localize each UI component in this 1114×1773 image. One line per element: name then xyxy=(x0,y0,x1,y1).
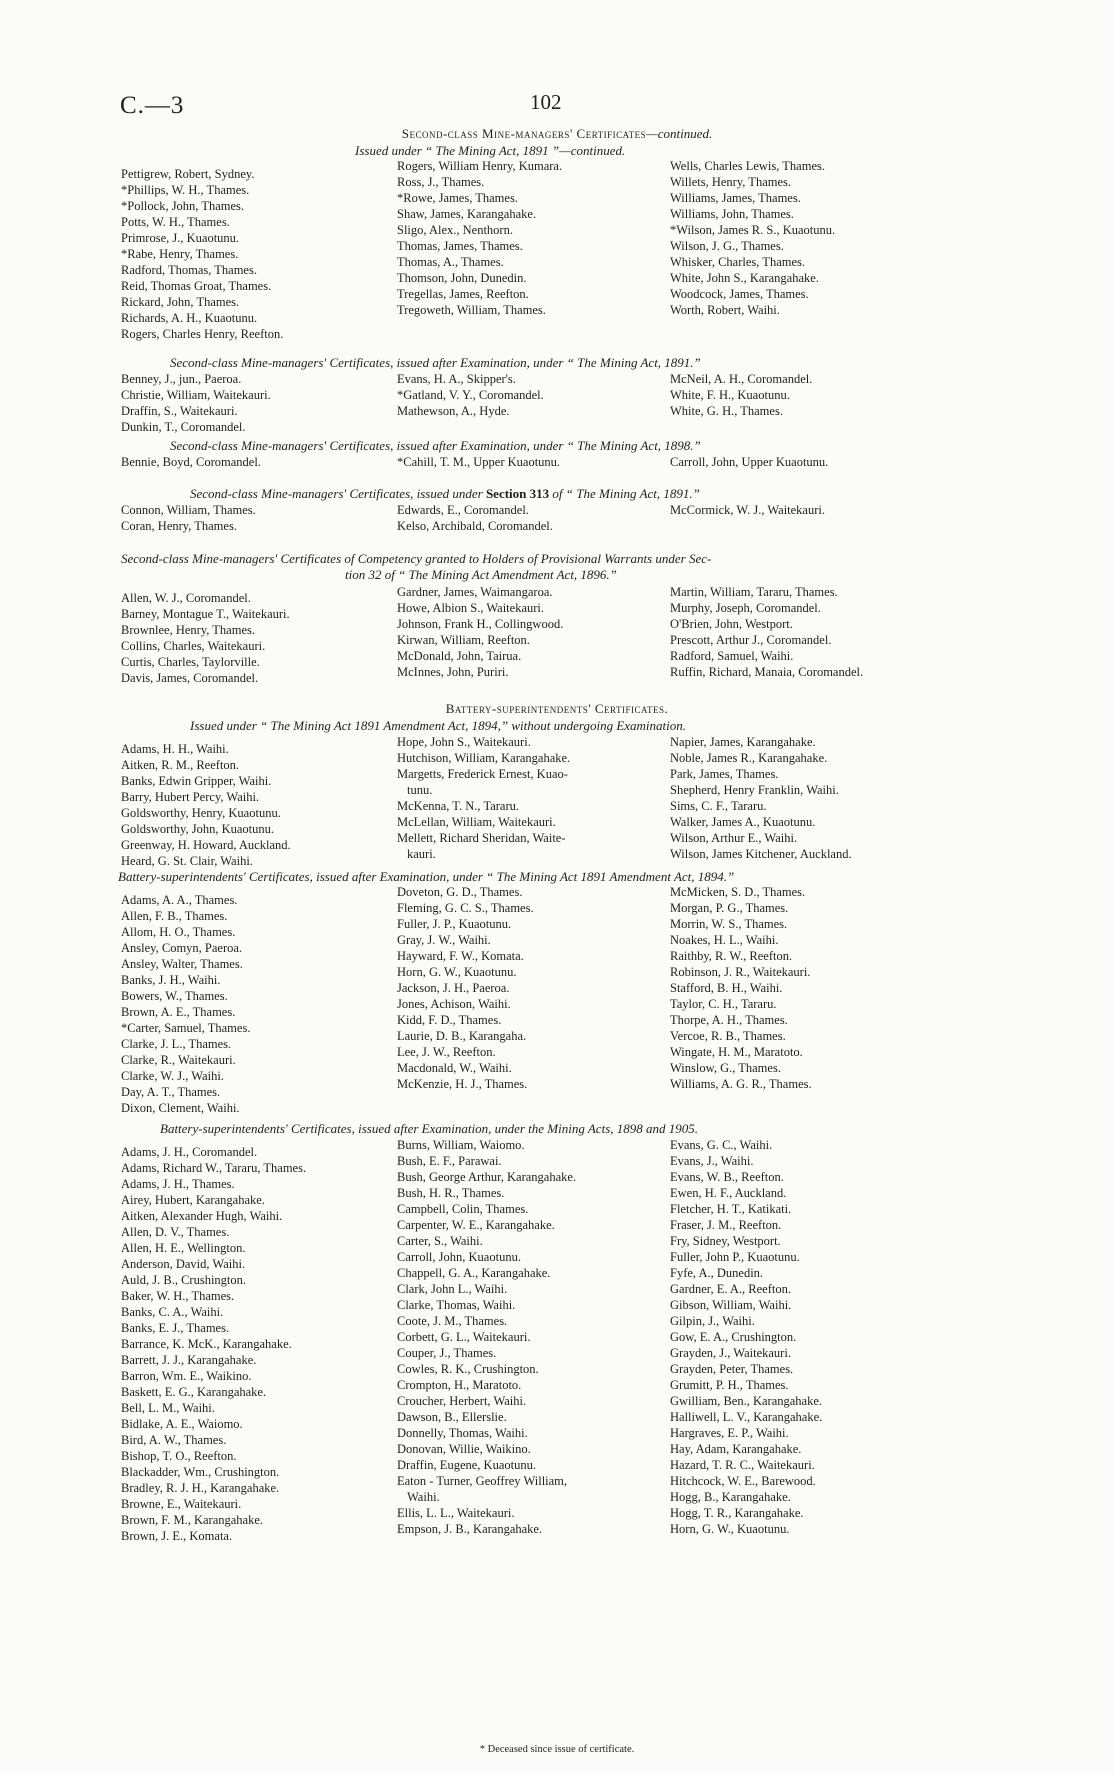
list-item: Rickard, John, Thames. xyxy=(121,295,240,309)
list-item: Tregoweth, William, Thames. xyxy=(397,303,546,317)
list-item: McCormick, W. J., Waitekauri. xyxy=(670,503,825,517)
list-item: Fyfe, A., Dunedin. xyxy=(670,1266,764,1280)
list-item: Lee, J. W., Reefton. xyxy=(397,1045,496,1059)
list-item: Horn, G. W., Kuaotunu. xyxy=(397,965,517,979)
list-column-3 xyxy=(670,502,825,518)
list-item: Fletcher, H. T., Katikati. xyxy=(670,1202,792,1216)
list-item: Auld, J. B., Crushington. xyxy=(121,1273,247,1287)
list-item: Croucher, Herbert, Waihi. xyxy=(397,1394,527,1408)
list-item: Ewen, H. F., Auckland. xyxy=(670,1186,787,1200)
list-item: Corbett, G. L., Waitekauri. xyxy=(397,1330,531,1344)
list-item: Carter, S., Waihi. xyxy=(397,1234,483,1248)
list-item: Hogg, B., Karangahake. xyxy=(670,1490,791,1504)
list-item: Doveton, G. D., Thames. xyxy=(397,885,523,899)
list-item: Day, A. T., Thames. xyxy=(121,1085,221,1099)
list-item: Williams, James, Thames. xyxy=(670,191,801,205)
list-column-2 xyxy=(397,158,562,318)
section-title: Battery-superintendents' Certificates. xyxy=(445,701,669,716)
list-item: Heard, G. St. Clair, Waihi. xyxy=(121,854,253,868)
list-item: *Cahill, T. M., Upper Kuaotunu. xyxy=(397,455,561,469)
list-item: Browne, E., Waitekauri. xyxy=(121,1497,242,1511)
list-item: Coote, J. M., Thames. xyxy=(397,1314,508,1328)
list-item: Adams, H. H., Waihi. xyxy=(121,742,229,756)
list-item: Macdonald, W., Waihi. xyxy=(397,1061,512,1075)
list-item: Martin, William, Tararu, Thames. xyxy=(670,585,838,599)
list-item: Park, James, Thames. xyxy=(670,767,779,781)
list-item: *Carter, Samuel, Thames. xyxy=(121,1021,251,1035)
list-item: Ansley, Walter, Thames. xyxy=(121,957,243,971)
list-item: Dixon, Clement, Waihi. xyxy=(121,1101,240,1115)
list-item: Coran, Henry, Thames. xyxy=(121,519,237,533)
list-item: Allen, D. V., Thames. xyxy=(121,1225,230,1239)
list-item: Thorpe, A. H., Thames. xyxy=(670,1013,788,1027)
list-column-2 xyxy=(397,884,534,1092)
list-item: Stafford, B. H., Waihi. xyxy=(670,981,783,995)
list-item: Campbell, Colin, Thames. xyxy=(397,1202,529,1216)
list-item: Gardner, James, Waimangaroa. xyxy=(397,585,553,599)
list-item: Prescott, Arthur J., Coromandel. xyxy=(670,633,832,647)
list-item: Banks, J. H., Waihi. xyxy=(121,973,221,987)
list-item: Grayden, J., Waitekauri. xyxy=(670,1346,791,1360)
list-item: McLellan, William, Waitekauri. xyxy=(397,815,556,829)
list-item: Barney, Montague T., Waitekauri. xyxy=(121,607,290,621)
list-item: Allen, F. B., Thames. xyxy=(121,909,228,923)
list-item: Banks, C. A., Waihi. xyxy=(121,1305,224,1319)
list-item: Hogg, T. R., Karangahake. xyxy=(670,1506,804,1520)
list-item: *Gatland, V. Y., Coromandel. xyxy=(397,388,544,402)
list-item: Hitchcock, W. E., Barewood. xyxy=(670,1474,816,1488)
list-item: Gilpin, J., Waihi. xyxy=(670,1314,755,1328)
list-item: Collins, Charles, Waitekauri. xyxy=(121,639,266,653)
list-item: Goldsworthy, John, Kuaotunu. xyxy=(121,822,275,836)
list-item: Tregellas, James, Reefton. xyxy=(397,287,529,301)
list-item: Horn, G. W., Kuaotunu. xyxy=(670,1522,790,1536)
list-item: Hargraves, E. P., Waihi. xyxy=(670,1426,789,1440)
list-item: Hope, John S., Waitekauri. xyxy=(397,735,531,749)
list-item: Gwilliam, Ben., Karangahake. xyxy=(670,1394,823,1408)
list-item: Willets, Henry, Thames. xyxy=(670,175,791,189)
list-column-1 xyxy=(121,892,250,1116)
list-item: Christie, William, Waitekauri. xyxy=(121,388,271,402)
list-item: McMicken, S. D., Thames. xyxy=(670,885,806,899)
list-item: Aitken, Alexander Hugh, Waihi. xyxy=(121,1209,283,1223)
list-item: Halliwell, L. V., Karangahake. xyxy=(670,1410,823,1424)
list-item: Raithby, R. W., Reefton. xyxy=(670,949,793,963)
list-item: Burns, William, Waiomo. xyxy=(397,1138,525,1152)
list-item: Reid, Thomas Groat, Thames. xyxy=(121,279,272,293)
list-item: Barry, Hubert Percy, Waihi. xyxy=(121,790,260,804)
list-item: Richards, A. H., Kuaotunu. xyxy=(121,311,258,325)
list-item: Taylor, C. H., Tararu. xyxy=(670,997,777,1011)
list-item: Grayden, Peter, Thames. xyxy=(670,1362,794,1376)
list-item: Bird, A. W., Thames. xyxy=(121,1433,227,1447)
list-item: Robinson, J. R., Waitekauri. xyxy=(670,965,811,979)
list-item: Hazard, T. R. C., Waitekauri. xyxy=(670,1458,815,1472)
list-column-1 xyxy=(121,371,271,435)
list-item: Whisker, Charles, Thames. xyxy=(670,255,805,269)
list-column-2 xyxy=(397,454,560,470)
list-item: Brownlee, Henry, Thames. xyxy=(121,623,255,637)
list-item: Walker, James A., Kuaotunu. xyxy=(670,815,816,829)
list-item: kauri. xyxy=(407,847,436,861)
list-item: Benney, J., jun., Paeroa. xyxy=(121,372,242,386)
list-column-3 xyxy=(670,734,852,862)
list-column-1 xyxy=(121,590,290,686)
list-item: Shaw, James, Karangahake. xyxy=(397,207,537,221)
list-item: Noakes, H. L., Waihi. xyxy=(670,933,779,947)
list-item: Murphy, Joseph, Coromandel. xyxy=(670,601,821,615)
list-item: Radford, Samuel, Waihi. xyxy=(670,649,794,663)
list-item: Adams, A. A., Thames. xyxy=(121,893,238,907)
list-item: McInnes, John, Puriri. xyxy=(397,665,509,679)
list-item: Adams, Richard W., Tararu, Thames. xyxy=(121,1161,307,1175)
list-item: Fuller, J. P., Kuaotunu. xyxy=(397,917,512,931)
list-column-2 xyxy=(397,584,563,680)
list-item: Hutchison, William, Karangahake. xyxy=(397,751,571,765)
list-item: Gardner, E. A., Reefton. xyxy=(670,1282,791,1296)
list-item: Laurie, D. B., Karangaha. xyxy=(397,1029,527,1043)
page-number: 102 xyxy=(530,90,562,114)
list-column-1 xyxy=(121,1144,306,1544)
list-item: Anderson, David, Waihi. xyxy=(121,1257,246,1271)
list-column-2 xyxy=(397,734,570,862)
list-item: Waihi. xyxy=(407,1490,440,1504)
section-title: Second-class Mine-managers' Certificates xyxy=(401,126,647,141)
list-column-3 xyxy=(670,584,863,680)
list-column-1 xyxy=(121,166,283,342)
list-item: tunu. xyxy=(407,783,433,797)
list-item: McKenzie, H. J., Thames. xyxy=(397,1077,528,1091)
list-item: Williams, John, Thames. xyxy=(670,207,794,221)
list-item: Bell, L. M., Waihi. xyxy=(121,1401,215,1415)
list-item: Evans, G. C., Waihi. xyxy=(670,1138,773,1152)
list-item: Donnelly, Thomas, Waihi. xyxy=(397,1426,528,1440)
list-item: Cowles, R. K., Crushington. xyxy=(397,1362,539,1376)
list-item: Thomas, James, Thames. xyxy=(397,239,523,253)
list-item: Bennie, Boyd, Coromandel. xyxy=(121,455,261,469)
list-column-2 xyxy=(397,371,544,419)
list-item: White, G. H., Thames. xyxy=(670,404,783,418)
list-item: Clarke, R., Waitekauri. xyxy=(121,1053,236,1067)
list-item: Morgan, P. G., Thames. xyxy=(670,901,789,915)
list-item: Worth, Robert, Waihi. xyxy=(670,303,780,317)
list-item: Baker, W. H., Thames. xyxy=(121,1289,235,1303)
list-column-2 xyxy=(397,502,553,534)
list-item: Gow, E. A., Crushington. xyxy=(670,1330,797,1344)
list-item: Greenway, H. Howard, Auckland. xyxy=(121,838,291,852)
list-item: Vercoe, R. B., Thames. xyxy=(670,1029,786,1043)
list-item: Kelso, Archibald, Coromandel. xyxy=(397,519,553,533)
list-column-3 xyxy=(670,158,835,318)
list-item: Wilson, Arthur E., Waihi. xyxy=(670,831,798,845)
subheading-exam-1898: Second-class Mine-managers' Certificates, issued after Examination, under “ The Mining Act, 1898.” xyxy=(170,438,701,453)
list-item: Allen, H. E., Wellington. xyxy=(121,1241,246,1255)
list-item: Draffin, Eugene, Kuaotunu. xyxy=(397,1458,536,1472)
list-item: Wilson, James Kitchener, Auckland. xyxy=(670,847,852,861)
list-item: Mathewson, A., Hyde. xyxy=(397,404,510,418)
list-item: Margetts, Frederick Ernest, Kuao- xyxy=(397,767,568,781)
list-item: Hay, Adam, Karangahake. xyxy=(670,1442,802,1456)
list-item: O'Brien, John, Westport. xyxy=(670,617,793,631)
list-column-3 xyxy=(670,371,812,419)
list-item: Wells, Charles Lewis, Thames. xyxy=(670,159,825,173)
report-code: C.—3 xyxy=(120,92,185,119)
list-item: Johnson, Frank H., Collingwood. xyxy=(397,617,564,631)
list-item: Aitken, R. M., Reefton. xyxy=(121,758,240,772)
list-item: Dawson, B., Ellerslie. xyxy=(397,1410,507,1424)
list-item: *Rabe, Henry, Thames. xyxy=(121,247,239,261)
list-item: Thomas, A., Thames. xyxy=(397,255,504,269)
list-item: Dunkin, T., Coromandel. xyxy=(121,420,246,434)
list-item: Clarke, Thomas, Waihi. xyxy=(397,1298,516,1312)
list-item: Gray, J. W., Waihi. xyxy=(397,933,491,947)
list-item: Bidlake, A. E., Waiomo. xyxy=(121,1417,243,1431)
list-item: Clarke, J. L., Thames. xyxy=(121,1037,232,1051)
list-item: *Pollock, John, Thames. xyxy=(121,199,245,213)
list-item: Banks, Edwin Gripper, Waihi. xyxy=(121,774,272,788)
subheading-text: Second-class Mine-managers' Certificates, issued under xyxy=(190,486,486,501)
list-item: White, F. H., Kuaotunu. xyxy=(670,388,790,402)
list-item: Sligo, Alex., Nenthorn. xyxy=(397,223,513,237)
list-item: Evans, W. B., Reefton. xyxy=(670,1170,784,1184)
list-column-1 xyxy=(121,502,256,534)
list-item: Airey, Hubert, Karangahake. xyxy=(121,1193,265,1207)
list-item: Grumitt, P. H., Thames. xyxy=(670,1378,789,1392)
list-item: Barrance, K. McK., Karangahake. xyxy=(121,1337,292,1351)
section-title-suffix: —continued. xyxy=(646,126,713,141)
list-item: Winslow, G., Thames. xyxy=(670,1061,781,1075)
list-item: Chappell, G. A., Karangahake. xyxy=(397,1266,551,1280)
list-column-1 xyxy=(121,454,261,470)
list-item: Draffin, S., Waitekauri. xyxy=(121,404,238,418)
subheading-section-ref: Section 313 xyxy=(485,486,550,501)
list-item: Fraser, J. M., Reefton. xyxy=(670,1218,782,1232)
list-item: Carpenter, W. E., Karangahake. xyxy=(397,1218,555,1232)
list-item: Napier, James, Karangahake. xyxy=(670,735,816,749)
list-item: Hayward, F. W., Komata. xyxy=(397,949,524,963)
list-item: Brown, J. E., Komata. xyxy=(121,1529,233,1543)
list-item: Brown, F. M., Karangahake. xyxy=(121,1513,264,1527)
subheading-text: of “ The Mining Act, 1891.” xyxy=(549,486,700,501)
list-item: Clark, John L., Waihi. xyxy=(397,1282,508,1296)
subheading-without-exam: Issued under “ The Mining Act 1891 Amendment Act, 1894,” without undergoing Examination. xyxy=(190,718,687,733)
list-item: Ruffin, Richard, Manaia, Coromandel. xyxy=(670,665,864,679)
list-item: Williams, A. G. R., Thames. xyxy=(670,1077,812,1091)
subheading-line-1: Second-class Mine-managers' Certificates of Competency granted to Holders of Provisional Warrants under Sec- xyxy=(121,551,712,566)
list-item: Edwards, E., Coromandel. xyxy=(397,503,529,517)
list-item: Crompton, H., Maratoto. xyxy=(397,1378,522,1392)
list-item: Barron, Wm. E., Waikino. xyxy=(121,1369,252,1383)
list-item: White, John S., Karangahake. xyxy=(670,271,819,285)
list-item: *Wilson, James R. S., Kuaotunu. xyxy=(670,223,836,237)
list-item: Allen, W. J., Coromandel. xyxy=(121,591,251,605)
subheading-line-2: tion 32 of “ The Mining Act Amendment Act, 1896.” xyxy=(345,567,617,582)
section-heading-battery xyxy=(0,701,1114,717)
list-item: Sims, C. F., Tararu. xyxy=(670,799,767,813)
list-item: *Rowe, James, Thames. xyxy=(397,191,518,205)
list-column-3 xyxy=(670,884,812,1092)
list-item: Adams, J. H., Thames. xyxy=(121,1177,235,1191)
list-item: Donovan, Willie, Waikino. xyxy=(397,1442,531,1456)
list-column-3 xyxy=(670,454,828,470)
list-item: Blackadder, Wm., Crushington. xyxy=(121,1465,280,1479)
list-item: Wingate, H. M., Maratoto. xyxy=(670,1045,803,1059)
list-item: Kirwan, William, Reefton. xyxy=(397,633,530,647)
list-item: Radford, Thomas, Thames. xyxy=(121,263,257,277)
list-item: Mellett, Richard Sheridan, Waite- xyxy=(397,831,566,845)
subheading-section-313 xyxy=(190,486,700,502)
list-item: Bishop, T. O., Reefton. xyxy=(121,1449,237,1463)
list-item: Couper, J., Thames. xyxy=(397,1346,497,1360)
list-item: Eaton - Turner, Geoffrey William, xyxy=(397,1474,568,1488)
list-item: *Phillips, W. H., Thames. xyxy=(121,183,250,197)
list-item: Wilson, J. G., Thames. xyxy=(670,239,784,253)
list-item: Morrin, W. S., Thames. xyxy=(670,917,788,931)
list-item: McDonald, John, Tairua. xyxy=(397,649,522,663)
list-item: Pettigrew, Robert, Sydney. xyxy=(121,167,255,181)
list-item: Gibson, William, Waihi. xyxy=(670,1298,792,1312)
list-item: Evans, J., Waihi. xyxy=(670,1154,754,1168)
list-item: Thomson, John, Dunedin. xyxy=(397,271,527,285)
list-item: Kidd, F. D., Thames. xyxy=(397,1013,502,1027)
list-item: Connon, William, Thames. xyxy=(121,503,256,517)
list-item: Rogers, William Henry, Kumara. xyxy=(397,159,563,173)
list-item: Rogers, Charles Henry, Reefton. xyxy=(121,327,284,341)
list-item: Bush, George Arthur, Karangahake. xyxy=(397,1170,577,1184)
list-item: Howe, Albion S., Waitekauri. xyxy=(397,601,545,615)
list-item: Fry, Sidney, Westport. xyxy=(670,1234,781,1248)
list-item: McKenna, T. N., Tararu. xyxy=(397,799,520,813)
list-item: Carroll, John, Upper Kuaotunu. xyxy=(670,455,829,469)
list-item: Ansley, Comyn, Paeroa. xyxy=(121,941,243,955)
list-item: Brown, A. E., Thames. xyxy=(121,1005,236,1019)
footnote: * Deceased since issue of certificate. xyxy=(479,1744,635,1755)
list-item: Adams, J. H., Coromandel. xyxy=(121,1145,258,1159)
subheading-exam-1898-1905: Battery-superintendents' Certificates, issued after Examination, under the Mining Acts, 1898 and 1905. xyxy=(160,1121,699,1136)
list-item: Shepherd, Henry Franklin, Waihi. xyxy=(670,783,839,797)
list-item: Baskett, E. G., Karangahake. xyxy=(121,1385,267,1399)
list-item: Barrett, J. J., Karangahake. xyxy=(121,1353,257,1367)
list-column-2 xyxy=(397,1137,576,1537)
list-item: Woodcock, James, Thames. xyxy=(670,287,809,301)
list-item: Bradley, R. J. H., Karangahake. xyxy=(121,1481,280,1495)
list-item: Banks, E. J., Thames. xyxy=(121,1321,230,1335)
subheading-exam-1894: Battery-superintendents' Certificates, issued after Examination, under “ The Mining Act 1891 Amendment Act, 1894.” xyxy=(118,869,735,884)
list-item: Fuller, John P., Kuaotunu. xyxy=(670,1250,800,1264)
list-item: Potts, W. H., Thames. xyxy=(121,215,230,229)
list-item: Curtis, Charles, Taylorville. xyxy=(121,655,260,669)
list-item: Clarke, W. J., Waihi. xyxy=(121,1069,224,1083)
list-item: Jackson, J. H., Paeroa. xyxy=(397,981,510,995)
list-item: Primrose, J., Kuaotunu. xyxy=(121,231,240,245)
list-column-1 xyxy=(121,741,291,869)
list-item: Bush, E. F., Parawai. xyxy=(397,1154,502,1168)
list-column-3 xyxy=(670,1137,822,1537)
list-item: Allom, H. O., Thames. xyxy=(121,925,236,939)
subheading-exam-1891: Second-class Mine-managers' Certificates, issued after Examination, under “ The Mining Act, 1891.” xyxy=(170,355,701,370)
list-item: Davis, James, Coromandel. xyxy=(121,671,259,685)
list-item: Goldsworthy, Henry, Kuaotunu. xyxy=(121,806,281,820)
section-heading-mine-managers xyxy=(0,126,1114,142)
list-item: Fleming, G. C. S., Thames. xyxy=(397,901,534,915)
list-item: Ellis, L. L., Waitekauri. xyxy=(397,1506,515,1520)
list-item: Ross, J., Thames. xyxy=(397,175,485,189)
list-item: McNeil, A. H., Coromandel. xyxy=(670,372,813,386)
list-item: Empson, J. B., Karangahake. xyxy=(397,1522,543,1536)
list-item: Jones, Achison, Waihi. xyxy=(397,997,511,1011)
list-item: Bush, H. R., Thames. xyxy=(397,1186,505,1200)
list-item: Noble, James R., Karangahake. xyxy=(670,751,828,765)
list-item: Carroll, John, Kuaotunu. xyxy=(397,1250,521,1264)
subheading-provisional-warrants xyxy=(121,551,1006,583)
list-item: Evans, H. A., Skipper's. xyxy=(397,372,516,386)
list-item: Bowers, W., Thames. xyxy=(121,989,228,1003)
subheading-1891-continued: Issued under “ The Mining Act, 1891 ”—continued. xyxy=(355,143,626,158)
